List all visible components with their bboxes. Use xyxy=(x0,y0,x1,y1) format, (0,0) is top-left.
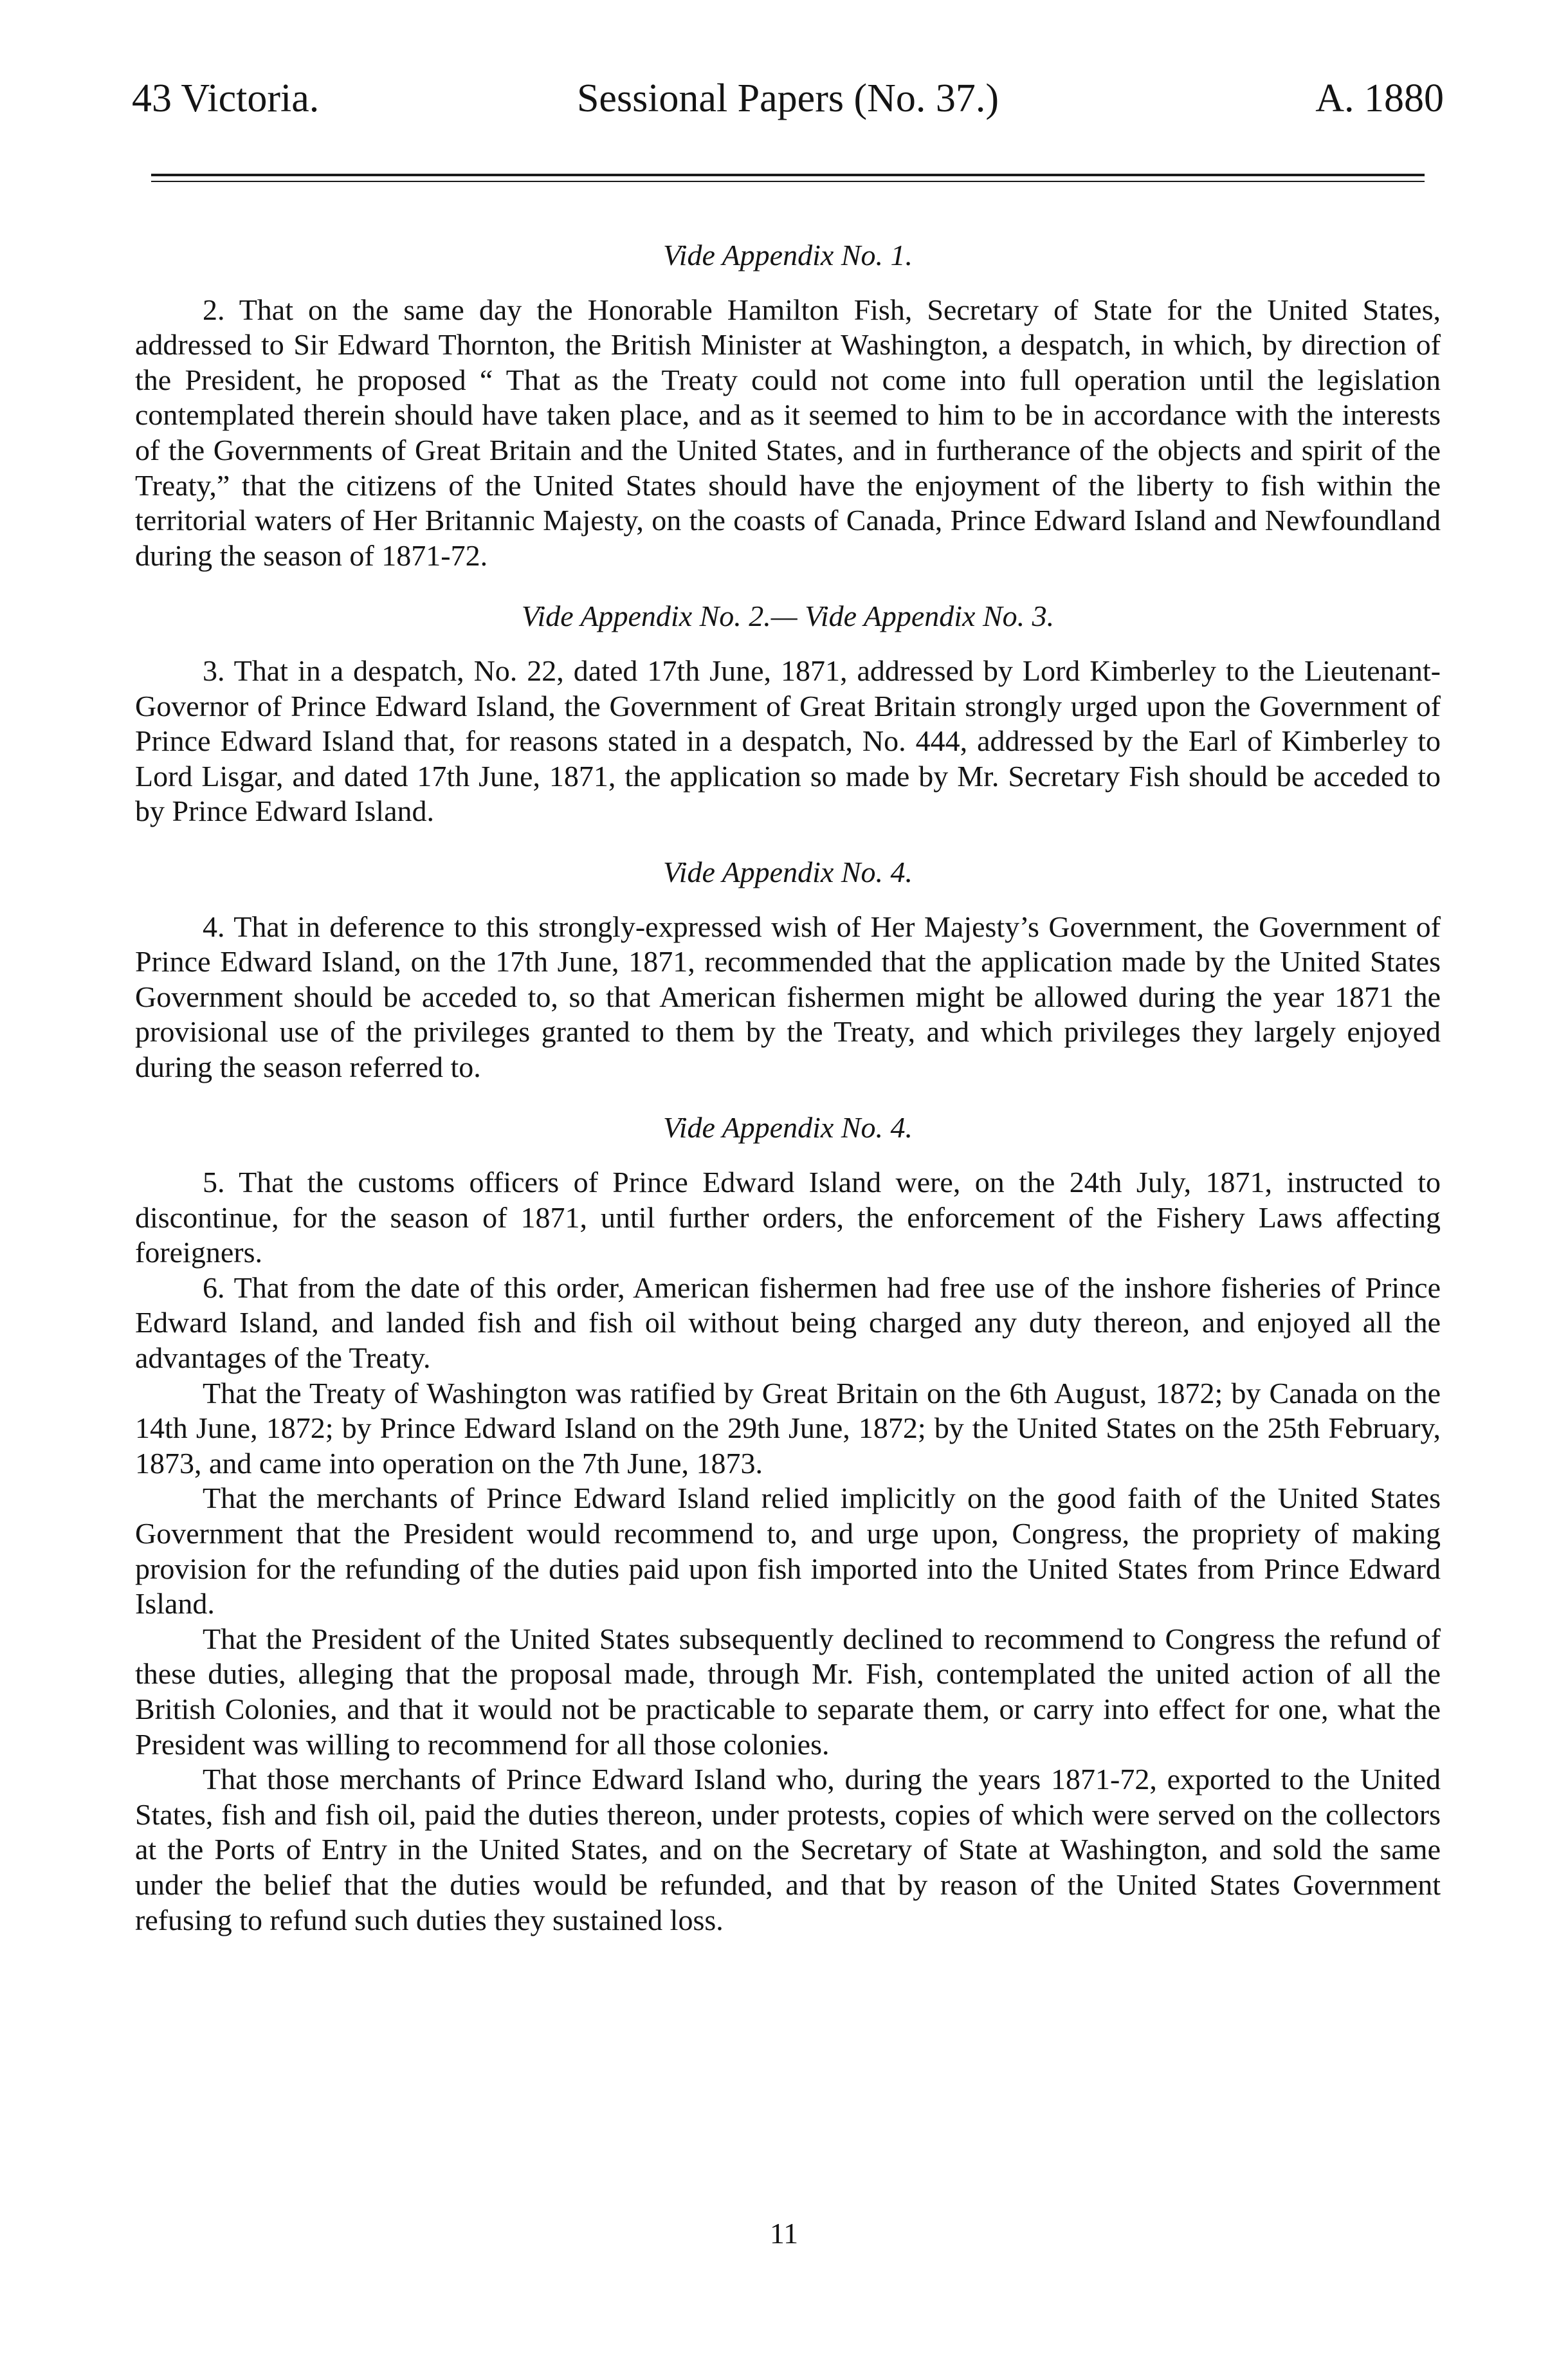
paragraph-3: 3. That in a despatch, No. 22, dated 17th June, 1871, addressed by Lord Kimberley to the Lieutenant-Governor of Prince Edward Island, the Government of Great Britain strongly urged upon the Government of Prince Edward Island that, for reasons stated in a despatch, No. 444, addressed by the Earl of Kimberley to Lord Lisgar, and dated 17th June, 1871, the application so made by Mr. Secretary Fish should be acceded to by Prince Edward Island. xyxy=(135,654,1441,828)
paragraph-5: 5. That the customs officers of Prince Edward Island were, on the 24th July, 1871, instructed to discontinue, for the season of 1871, until further orders, the enforcement of the Fishery Laws affecting foreigners. xyxy=(135,1166,1441,1269)
paragraph-treaty-ratified: That the Treaty of Washington was ratified by Great Britain on the 6th August, 1872; by Canada on the 14th June, 1872; by Prince Edward Island on the 29th June, 1872; by the United States on the 25th February, 1873, and came into operation on the 7th June, 1873. xyxy=(135,1376,1441,1480)
header-rule-thick xyxy=(151,174,1425,176)
page-number: 11 xyxy=(769,2217,799,2250)
paragraph-merchants-loss: That those merchants of Prince Edward Island who, during the years 1871-72, exported to the United States, fish and fish oil, paid the duties thereon, under protests, copies of which were served on the collectors at the Ports of Entry in the United States, and on the Secretary of State at Washington, and sold the same under the belief that the duties would be refunded, and that by reason of the United States Government refusing to refund such duties they sustained loss. xyxy=(135,1763,1441,1936)
running-header xyxy=(132,76,1444,147)
paragraph-4: 4. That in deference to this strongly-expressed wish of Her Majesty’s Government, the Government of Prince Edward Island, on the 17th June, 1871, recommended that the application made by the United States Government should be acceded to, so that American fishermen might be allowed during the year 1871 the provisional use of the privileges granted to them by the Treaty, and which privileges they largely enjoyed during the season referred to. xyxy=(135,910,1441,1083)
paragraph-merchants-relied: That the merchants of Prince Edward Island relied implicitly on the good faith of the United States Government that the President would recommend to, and urge upon, Congress, the propriety of making provision for the refunding of the duties paid upon fish imported into the United States from Prince Edward Island. xyxy=(135,1482,1441,1621)
header-title: Sessional Papers (No. 37.) xyxy=(576,77,999,120)
header-year: A. 1880 xyxy=(1315,77,1444,120)
vide-appendix-2-3: Vide Appendix No. 2.— Vide Appendix No. 3. xyxy=(521,600,1055,633)
paragraph-6: 6. That from the date of this order, American fishermen had free use of the inshore fisheries of Prince Edward Island, and landed fish and fish oil without being charged any duty thereon, and enjoyed all the advantages of the Treaty. xyxy=(135,1271,1441,1375)
vide-appendix-4b: Vide Appendix No. 4. xyxy=(663,1111,913,1144)
paragraph-2: 2. That on the same day the Honorable Hamilton Fish, Secretary of State for the United States, addressed to Sir Edward Thornton, the British Minister at Washington, a despatch, in which, by direction of the President, he proposed “ That as the Treaty could not come into full operation until the legislation contemplated therein should have taken place, and as it seemed to him to be in accordance with the interests of the Governments of Great Britain and the United States, and in furtherance of the objects and spirit of the Treaty,” that the citizens of the United States should have the enjoyment of the liberty to fish within the territorial waters of Her Britannic Majesty, on the coasts of Canada, Prince Edward Island and Newfoundland during the season of 1871-72. xyxy=(135,293,1441,572)
vide-appendix-4a: Vide Appendix No. 4. xyxy=(663,855,913,888)
paragraph-president-declined: That the President of the United States subsequently declined to recommend to Congress the refund of these duties, alleging that the proposal made, through Mr. Fish, contemplated the united action of all the British Colonies, and that it would not be practicable to separate them, or carry into effect for one, what the President was willing to recommend for all those colonies. xyxy=(135,1622,1441,1761)
vide-appendix-1: Vide Appendix No. 1. xyxy=(663,239,913,271)
body-text xyxy=(135,212,1441,1938)
header-rule-thin xyxy=(151,181,1425,182)
header-session: 43 Victoria. xyxy=(132,77,320,120)
